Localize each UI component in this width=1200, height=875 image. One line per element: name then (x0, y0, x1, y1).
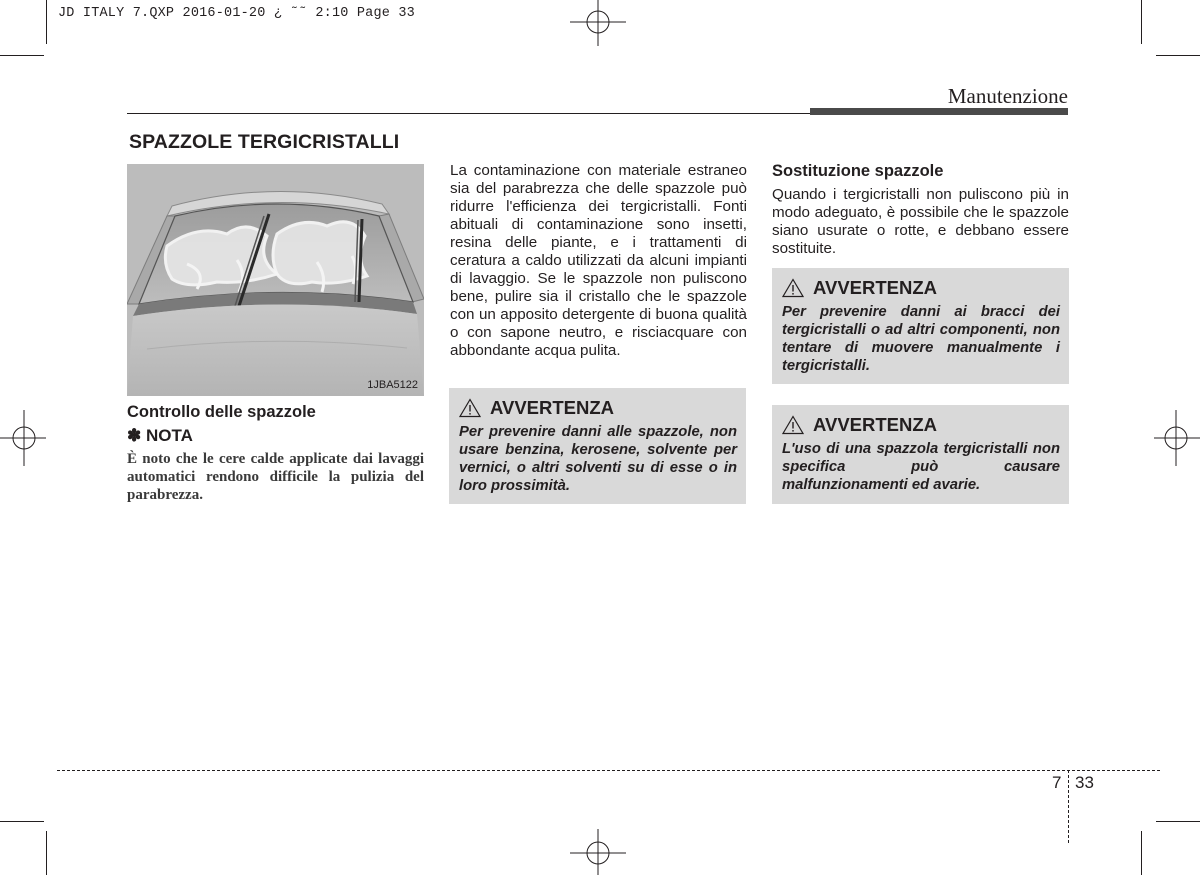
warning-title: AVVERTENZA (813, 414, 938, 435)
page-title: SPAZZOLE TERGICRISTALLI (129, 131, 400, 153)
footer-rule (57, 770, 1160, 771)
warning-heading (782, 277, 937, 299)
warning-text: Per prevenire danni ai bracci dei tergicristalli o ad altri componenti, non tentare di muovere manualmente i tergicristalli. (782, 304, 1060, 374)
registration-mark-icon (1154, 410, 1200, 466)
warning-text: Per prevenire danni alle spazzole, non usare benzina, kerosene, solvente per vernici, o altri solventi su di esse o in loro prossimità. (459, 424, 737, 494)
replacement-paragraph: Quando i tergicristalli non puliscono più in modo adeguato, è possibile che le spazzole siano usurate o rotte, e debbano essere sostituite. (772, 186, 1069, 257)
nota-text: È noto che le cere calde applicate dai lavaggi automatici rendono difficile la pulizia del parabrezza. (127, 451, 424, 503)
warning-box-solvents (449, 388, 746, 504)
subheading-controllo: Controllo delle spazzole (127, 403, 316, 421)
windshield-wiper-illustration (127, 164, 424, 396)
warning-box-arms (772, 268, 1069, 384)
nota-label: ✽ NOTA (127, 426, 193, 445)
registration-mark-icon (570, 829, 626, 875)
warning-heading (459, 397, 614, 419)
warning-box-blade (772, 405, 1069, 504)
warning-text: L'uso di una spazzola tergicristalli non specifica può causare malfunzionamenti ed avarie. (782, 441, 1060, 493)
print-slug-header: JD ITALY 7.QXP 2016-01-20 ¿ ˜˜ 2:10 Page 33 (58, 6, 415, 21)
warning-triangle-icon (782, 278, 804, 298)
figure-code: 1JBA5122 (367, 379, 418, 391)
page-number: 33 (1075, 773, 1094, 792)
subheading-sostituzione: Sostituzione spazzole (772, 162, 944, 180)
registration-mark-icon (0, 410, 46, 466)
warning-title: AVVERTENZA (490, 397, 615, 418)
registration-mark-icon (570, 0, 626, 46)
warning-triangle-icon (782, 415, 804, 435)
warning-title: AVVERTENZA (813, 277, 938, 298)
warning-heading (782, 414, 937, 436)
header-bar (810, 108, 1068, 115)
chapter-number: 7 (1052, 773, 1062, 792)
footer-divider (1068, 770, 1069, 843)
contamination-paragraph: La contaminazione con materiale estraneo sia del parabrezza che delle spazzole può ridurre l'efficienza dei tergicristalli. Fonti abituali di contaminazione sono insetti, resina delle piante, e i trattamenti di ceratura a caldo utilizzati da alcuni impianti di lavaggio. Se le spazzole non puliscono bene, pulire sia il cristallo che le spazzole con un apposito detergente di buona qualità o con sapone neutro, e risciacquare con abbondante acqua pulita. (450, 162, 747, 359)
warning-triangle-icon (459, 398, 481, 418)
section-title: Manutenzione (947, 84, 1068, 108)
